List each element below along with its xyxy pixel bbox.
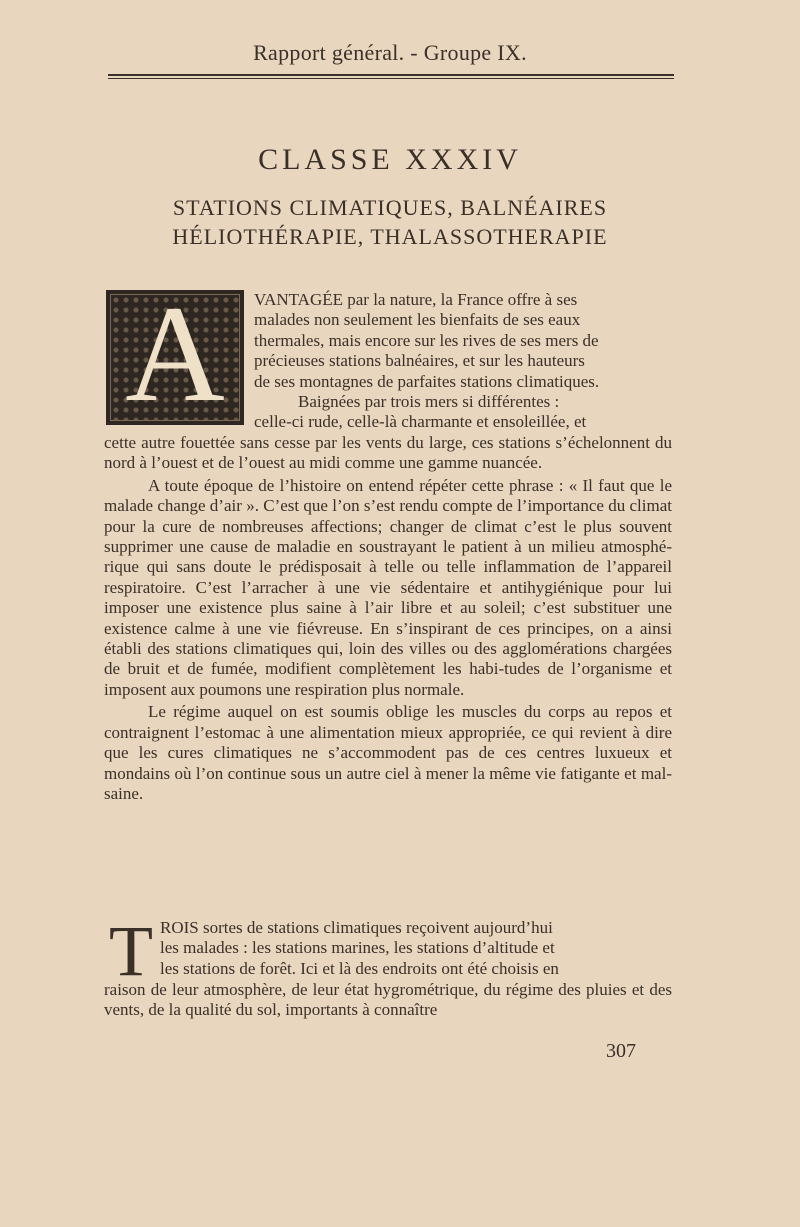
subtitle-line-1: STATIONS CLIMATIQUES, BALNÉAIRES <box>172 195 608 220</box>
intro-line: précieuses stations balnéaires, et sur les hauteurs <box>254 351 585 371</box>
section2-line: ROIS sortes de stations climatiques reçoivent aujourd’hui <box>160 918 553 937</box>
drop-cap-t: T <box>109 911 153 991</box>
class-title: CLASSE XXXIV <box>258 143 522 176</box>
intro-line: malades non seulement les bienfaits de ses eaux <box>254 310 581 330</box>
section2-intro <box>160 918 672 979</box>
subtitle-line-2: HÉLIOTHÉRAPIE, THALASSOTHERAPIE <box>172 224 608 249</box>
paragraph: A toute époque de l’histoire on entend répéter cette phrase : « Il faut que le malade change d’air ». C’est que l’on s’est rendu compte de l’importance du climat pour la cure de nombreuses affections; changer de climat c’est le plus souvent supprimer une cause de maladie en soustrayant le patient à un milieu atmosphé-rique qui sans doute le prédisposait à telle ou telle inflammation de l’appareil respiratoire. C’est l’arracher à une vie sédentaire et antihygiénique pour lui imposer une existence plus saine à l’air libre et au soleil; c’est substituer une existence calme à une vie fiévreuse. En s’inspirant de ces principes, on a ainsi établi des stations climatiques qui, loin des villes ou des agglomérations chargées de bruit et de fumée, modifient complètement les habi-tudes de l’organisme et imposent aux poumons une respiration plus normale. <box>104 475 672 699</box>
paragraph: cette autre fouettée sans cesse par les vents du large, ces stations s’échelonnent du nord à l’ouest et de l’ouest au midi comme une gamme nuancée. <box>104 433 672 473</box>
intro-line: thermales, mais encore sur les rives de ses mers de <box>254 330 599 350</box>
running-head: Rapport général. - Groupe IX. <box>253 40 527 65</box>
paragraph: Le régime auquel on est soumis oblige les muscles du corps au repos et contraignent l’estomac à une alimentation mieux appropriée, ce qui revient à dire que les cures climatiques ne s’accommodent pas de ces centres luxueux et mondains où l’on continue sous un autre ciel à mener la même vie fatigante et mal-saine. <box>104 702 672 803</box>
intro-paragraph <box>254 290 672 433</box>
section2-body <box>104 980 672 1021</box>
intro-line: celle-ci rude, celle-là charmante et ensoleillée, et <box>254 412 587 432</box>
drop-cap-letter: A <box>125 277 225 430</box>
body-paragraphs <box>104 433 672 804</box>
section2-line: les malades : les stations marines, les stations d’altitude et <box>160 938 555 958</box>
intro-line: VANTAGÉE par la nature, la France offre à ses <box>254 290 578 309</box>
paragraph: raison de leur atmosphère, de leur état hygrométrique, du régime des pluies et des vents, de la qualité du sol, importants à connaître <box>104 980 672 1020</box>
header-rule <box>108 74 674 76</box>
section2-line: les stations de forêt. Ici et là des endroits ont été choisis en <box>160 958 559 978</box>
intro-line: de ses montagnes de parfaites stations climatiques. <box>254 371 600 391</box>
intro-line: Baignées par trois mers si différentes : <box>298 392 560 412</box>
header-rule-thin <box>108 78 674 79</box>
page-number: 307 <box>606 1040 636 1062</box>
ornamental-drop-cap-a <box>106 277 244 430</box>
